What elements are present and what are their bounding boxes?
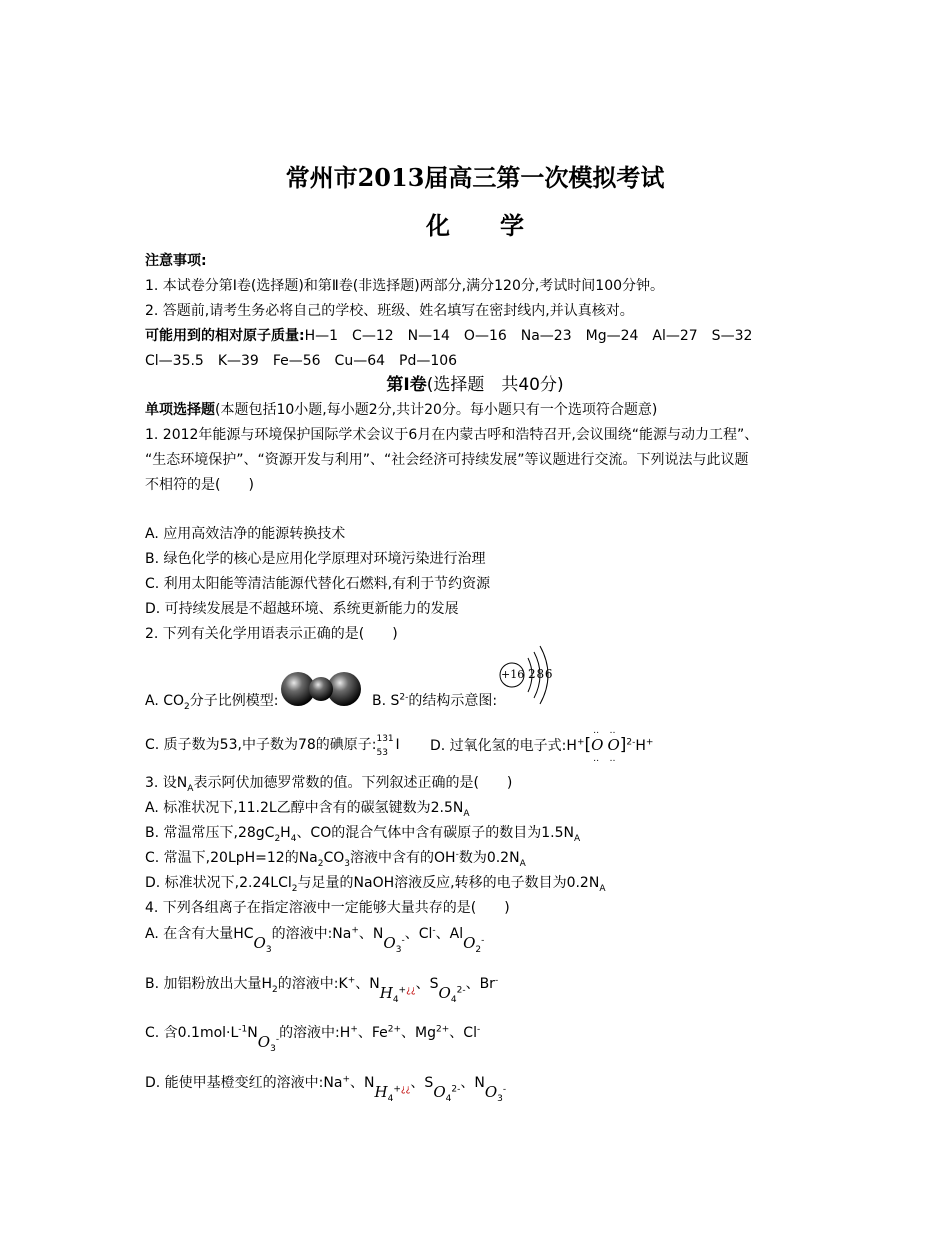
q3-c-sub-2: 3 <box>344 858 351 869</box>
q1-option-c: C. 利用太阳能等清洁能源代替化石燃料,有利于节约资源 <box>145 576 491 592</box>
single-choice-desc: (本题包括10小题,每小题2分,共计20分。每小题只有一个选项符合题意) <box>215 402 658 418</box>
q4-c-fe: 、Fe <box>357 1025 388 1041</box>
q4-b-pre: B. 加铝粉放出大量H <box>145 976 273 992</box>
q2-d-charge: 2- <box>626 737 636 748</box>
q3-c-sub-1: 2 <box>317 858 324 869</box>
q1-option-d: D. 可持续发展是不超越环境、系统更新能力的发展 <box>145 601 459 617</box>
q2-d-hydrogen: H <box>635 738 646 754</box>
q2-d-dots-bottom-1: ‥ <box>593 754 600 764</box>
q4-d-nh4-plus: + <box>393 1084 401 1095</box>
electron-shells: 2 8 6 <box>528 667 553 681</box>
q4-a-sub-1: 3 <box>265 944 272 955</box>
q2-d-dots-top-2: ‥ <box>609 726 616 736</box>
q4-c-h-plus: + <box>350 1024 358 1035</box>
q4-a-o-1: O <box>253 934 266 952</box>
q2-a-sub: 2 <box>184 701 190 712</box>
q3-d-post: 与足量的NaOH溶液反应,转移的电子数目为0.2N <box>297 875 600 891</box>
q4-d-n-2: 、N <box>460 1075 485 1091</box>
q4-a-sub-3: 2 <box>475 944 482 955</box>
q2-c-text: C. 质子数为53,中子数为78的碘原子: <box>145 737 377 753</box>
subject-char-1: 化 <box>426 211 450 240</box>
q1-stem-line-3: 不相符的是( ) <box>145 477 254 493</box>
q1-stem-line-2: “生态环境保护”、“资源开发与利用”、“社会经济可持续发展”等议题进行交流。下列说法与此议题 <box>145 452 749 468</box>
q4-c-mg: 、Mg <box>401 1025 437 1041</box>
q4-a-o-3: O <box>463 934 476 952</box>
q3-b-h: H <box>280 825 291 841</box>
q3-b-sub-2: 4 <box>290 833 297 844</box>
q4-stem: 4. 下列各组离子在指定溶液中一定能够大量共存的是( ) <box>145 900 510 916</box>
single-choice-intro <box>145 401 657 419</box>
q3-option-c <box>145 849 526 867</box>
q4-d-o-1: O <box>433 1083 446 1101</box>
q4-b-sub-2: 4 <box>450 994 457 1005</box>
q2-d-dots-top-1: ‥ <box>593 726 600 736</box>
single-choice-label: 单项选择题 <box>145 402 215 418</box>
iodine-atomic-number: 53 <box>376 748 388 758</box>
q4-a-mid: 的溶液中:Na <box>271 926 352 942</box>
q2-b-text: B. S <box>372 693 400 709</box>
q4-d-o-2: O <box>484 1083 498 1101</box>
q4-option-d <box>145 1073 507 1104</box>
q1-option-b: B. 绿色化学的核心是应用化学原理对环境污染进行治理 <box>145 551 486 567</box>
q3-stem-pre: 3. 设N <box>145 775 188 791</box>
q4-d-n-1: 、N <box>350 1075 375 1091</box>
atomic-mass-values-1: H—1 C—12 N—14 O—16 Na—23 Mg—24 Al—27 S—32 <box>304 328 753 344</box>
q3-option-d <box>145 874 605 892</box>
q4-d-so4-charge: 2- <box>451 1084 461 1095</box>
q3-b-text: B. 常温常压下,28gC <box>145 825 275 841</box>
q2-a-label: 分子比例模型: <box>189 693 279 709</box>
q4-b-sub-1: 4 <box>392 994 399 1005</box>
q4-c-o: O <box>257 1033 271 1051</box>
atomic-mass-line-2: Cl—35.5 K—39 Fe—56 Cu—64 Pd—106 <box>145 353 458 369</box>
section-heading-desc: (选择题 共40分) <box>426 375 564 395</box>
q2-d-dots-bottom-2: ‥ <box>609 754 616 764</box>
q4-b-plus: + <box>347 975 356 986</box>
q3-b-na-sub: A <box>573 833 581 844</box>
q4-a-al: 、Al <box>435 926 464 942</box>
q4-b-h2-sub: 2 <box>272 984 278 995</box>
q4-a-minus-3: - <box>481 935 485 946</box>
q4-a-sub-2: 3 <box>395 944 402 955</box>
q4-d-garble: ¿¿ <box>400 1084 411 1095</box>
q4-a-minus-1: - <box>401 935 405 946</box>
q4-c-cl: 、Cl <box>449 1025 477 1041</box>
section-heading <box>0 375 950 395</box>
q2-d-oxygen-2: O <box>607 736 620 754</box>
q4-d-sub-3: 3 <box>497 1093 503 1104</box>
q4-a-n: 、N <box>358 926 384 942</box>
q2-stem: 2. 下列有关化学用语表示正确的是( ) <box>145 626 398 642</box>
q4-option-c <box>145 1023 481 1054</box>
q4-b-o: O <box>438 984 451 1002</box>
atomic-mass-line-1 <box>145 327 752 345</box>
notes-item-1: 1. 本试卷分第Ⅰ卷(选择题)和第Ⅱ卷(非选择题)两部分,满分120分,考试时间100分钟。 <box>145 278 665 294</box>
q4-c-cl-minus: - <box>476 1024 481 1035</box>
q2-d-open-bracket: [ <box>584 735 592 755</box>
q3-d-sub: 2 <box>291 883 298 894</box>
q2-d-close-bracket: ] <box>619 735 627 755</box>
q3-c-na-sub: A <box>519 858 526 869</box>
section-heading-volume: 第Ⅰ卷 <box>386 375 427 395</box>
q3-b-sub-1: 2 <box>274 833 281 844</box>
q4-c-unit-sup: -1 <box>238 1024 248 1035</box>
q1-stem-line-1: 1. 2012年能源与环境保护国际学术会议于6月在内蒙古呼和浩特召开,会议围绕“能源与动力工程”、 <box>145 427 759 443</box>
q4-c-no3-minus: - <box>275 1034 280 1045</box>
q4-c-rest: 的溶液中:H <box>279 1025 351 1041</box>
q3-c-sup: - <box>455 849 459 860</box>
q3-c-text: C. 常温下,20LpH=12的Na <box>145 850 318 866</box>
q3-d-na-sub: A <box>599 883 606 894</box>
q3-d-text: D. 标准状况下,2.24LCl <box>145 875 292 891</box>
q3-c-co: CO <box>323 850 345 866</box>
q4-c-n: N <box>247 1025 258 1041</box>
q4-c-pre: C. 含0.1mol·L <box>145 1025 239 1041</box>
q2-a-text: A. CO <box>145 693 185 709</box>
q4-c-fe-charge: 2+ <box>387 1024 402 1035</box>
q2-b-sup: 2- <box>399 692 409 703</box>
q3-stem-post: 表示阿伏加德罗常数的值。下列叙述正确的是( ) <box>193 775 513 791</box>
notes-item-2: 2. 答题前,请考生务必将自己的学校、班级、姓名填写在密封线内,并认真核对。 <box>145 303 634 319</box>
notes-heading: 注意事项: <box>145 253 207 269</box>
q3-c-end: 数为0.2N <box>458 850 520 866</box>
iodine-mass-number: 131 <box>376 734 394 744</box>
q3-option-a <box>145 799 470 817</box>
q2-d-oxygen-1: O <box>591 736 604 754</box>
q2-option-d <box>430 726 654 764</box>
q4-b-n: 、N <box>355 976 380 992</box>
q3-a-sub: A <box>463 808 470 819</box>
q4-option-b <box>145 974 499 1005</box>
iodine-symbol: I <box>395 737 400 753</box>
q4-a-minus-2: - <box>432 925 436 936</box>
q4-a-o-2: O <box>383 934 396 952</box>
q4-b-br-minus: - <box>494 975 499 986</box>
q2-d-plus: + <box>576 737 585 748</box>
q2-option-b <box>372 692 497 710</box>
q4-b-nh4-plus: + <box>398 985 407 996</box>
q1-option-a: A. 应用高效洁净的能源转换技术 <box>145 526 346 542</box>
q4-d-na-plus: + <box>342 1074 350 1085</box>
q3-c-post: 溶液中含有的OH <box>350 850 456 866</box>
q3-stem <box>145 774 512 792</box>
q4-b-s: 、S <box>415 976 439 992</box>
q3-a-text: A. 标准状况下,11.2L乙醇中含有的碳氢键数为2.5N <box>145 800 464 816</box>
q4-a-plus: + <box>351 925 359 936</box>
subject-title <box>0 206 950 241</box>
q4-b-h: H <box>379 984 393 1002</box>
atomic-mass-label: 可能用到的相对原子质量: <box>145 328 305 344</box>
subject-char-2: 学 <box>500 211 524 240</box>
co2-space-filling-model <box>280 670 362 708</box>
q2-d-plus-2: + <box>645 737 654 748</box>
q4-d-sub-2: 4 <box>445 1093 452 1104</box>
q4-d-pre: D. 能使甲基橙变红的溶液中:Na <box>145 1075 343 1091</box>
q4-a-cl: 、Cl <box>404 926 433 942</box>
q3-b-post: 、CO的混合气体中含有碳原子的数目为1.5N <box>296 825 574 841</box>
q4-d-h: H <box>374 1083 388 1101</box>
q4-c-sub: 3 <box>270 1043 276 1054</box>
q4-b-mid: 的溶液中:K <box>277 976 348 992</box>
sulfide-structure-diagram <box>496 644 558 706</box>
nucleus-charge: +16 <box>501 668 525 681</box>
q4-d-s: 、S <box>410 1075 434 1091</box>
q3-stem-sub: A <box>187 783 194 794</box>
q4-b-so4-charge: 2- <box>456 985 466 996</box>
q2-b-label: 的结构示意图: <box>408 693 498 709</box>
q2-option-c <box>145 734 400 758</box>
q2-d-text: D. 过氧化氢的电子式:H <box>430 738 577 754</box>
exam-title: 常州市2013届高三第一次模拟考试 <box>285 163 665 192</box>
q2-option-a <box>145 692 278 710</box>
q4-d-sub-1: 4 <box>387 1093 394 1104</box>
q4-b-garble: ¿¿ <box>406 985 416 996</box>
q4-c-mg-charge: 2+ <box>436 1024 450 1035</box>
q4-d-no3-minus: - <box>502 1084 507 1095</box>
q4-a-pre: A. 在含有大量HC <box>145 926 254 942</box>
q4-option-a <box>145 924 485 955</box>
q4-b-br: 、Br <box>465 976 495 992</box>
q3-option-b <box>145 824 580 842</box>
